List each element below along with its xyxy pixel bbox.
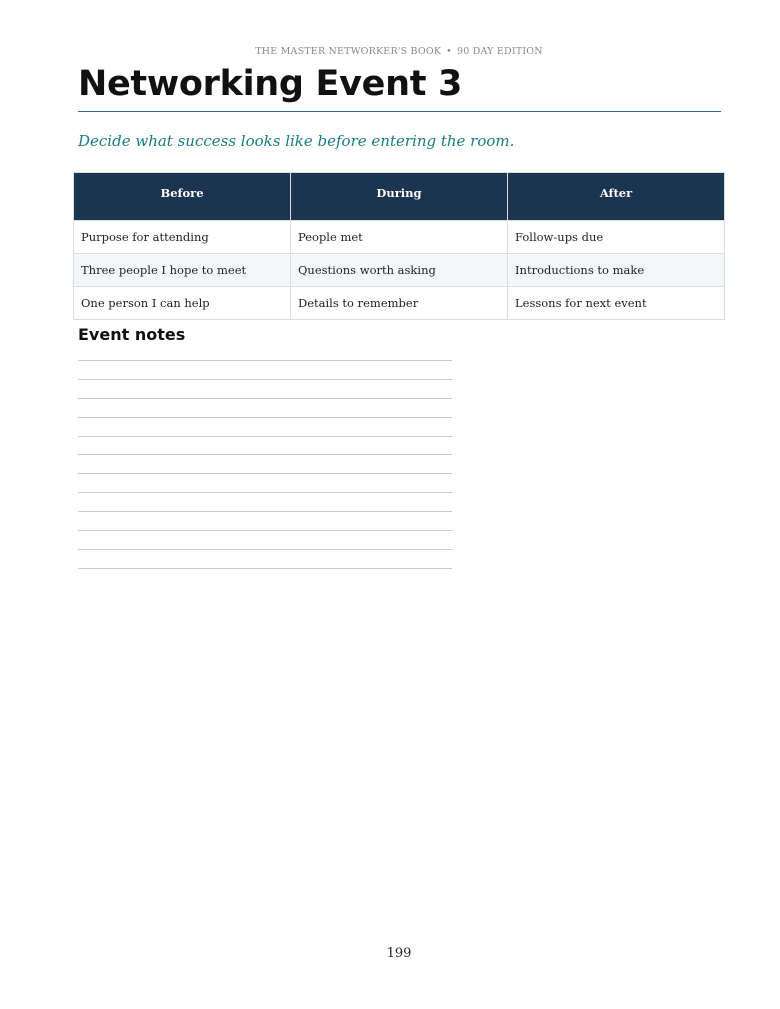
- table-cell: Introductions to make: [508, 254, 725, 287]
- running-header: [0, 46, 780, 57]
- note-line: [78, 417, 452, 436]
- event-plan-table: [73, 172, 725, 320]
- edition-label: 90 DAY EDITION: [456, 46, 543, 57]
- page-number: 199: [386, 946, 412, 961]
- table-cell: Three people I hope to meet: [74, 254, 291, 287]
- note-line: [78, 549, 452, 568]
- table-row: [74, 221, 725, 254]
- header-separator: •: [446, 46, 452, 57]
- table-cell: One person I can help: [74, 287, 291, 320]
- notes-writing-area[interactable]: [78, 360, 452, 587]
- table-cell: Details to remember: [291, 287, 508, 320]
- table-cell: Purpose for attending: [74, 221, 291, 254]
- note-line: [78, 492, 452, 511]
- table-cell: People met: [291, 221, 508, 254]
- book-title: THE MASTER NETWORKER'S BOOK: [255, 46, 442, 57]
- table-header-row: [74, 173, 725, 221]
- column-header-after: After: [508, 173, 725, 221]
- title-divider: [78, 111, 721, 112]
- note-line: [78, 360, 452, 379]
- page-subtitle: Decide what success looks like before entering the room.: [78, 132, 515, 150]
- note-line: [78, 398, 452, 417]
- event-notes-heading: Event notes: [78, 325, 186, 344]
- table-row: [74, 254, 725, 287]
- table-cell: Follow-ups due: [508, 221, 725, 254]
- table-cell: Lessons for next event: [508, 287, 725, 320]
- page-title: Networking Event 3: [78, 64, 463, 104]
- note-line: [78, 530, 452, 549]
- note-line: [78, 511, 452, 530]
- column-header-before: Before: [74, 173, 291, 221]
- table-cell: Questions worth asking: [291, 254, 508, 287]
- note-line: [78, 454, 452, 473]
- note-line: [78, 436, 452, 455]
- column-header-during: During: [291, 173, 508, 221]
- table-row: [74, 287, 725, 320]
- note-line: [78, 473, 452, 492]
- note-line: [78, 379, 452, 398]
- note-line: [78, 568, 452, 587]
